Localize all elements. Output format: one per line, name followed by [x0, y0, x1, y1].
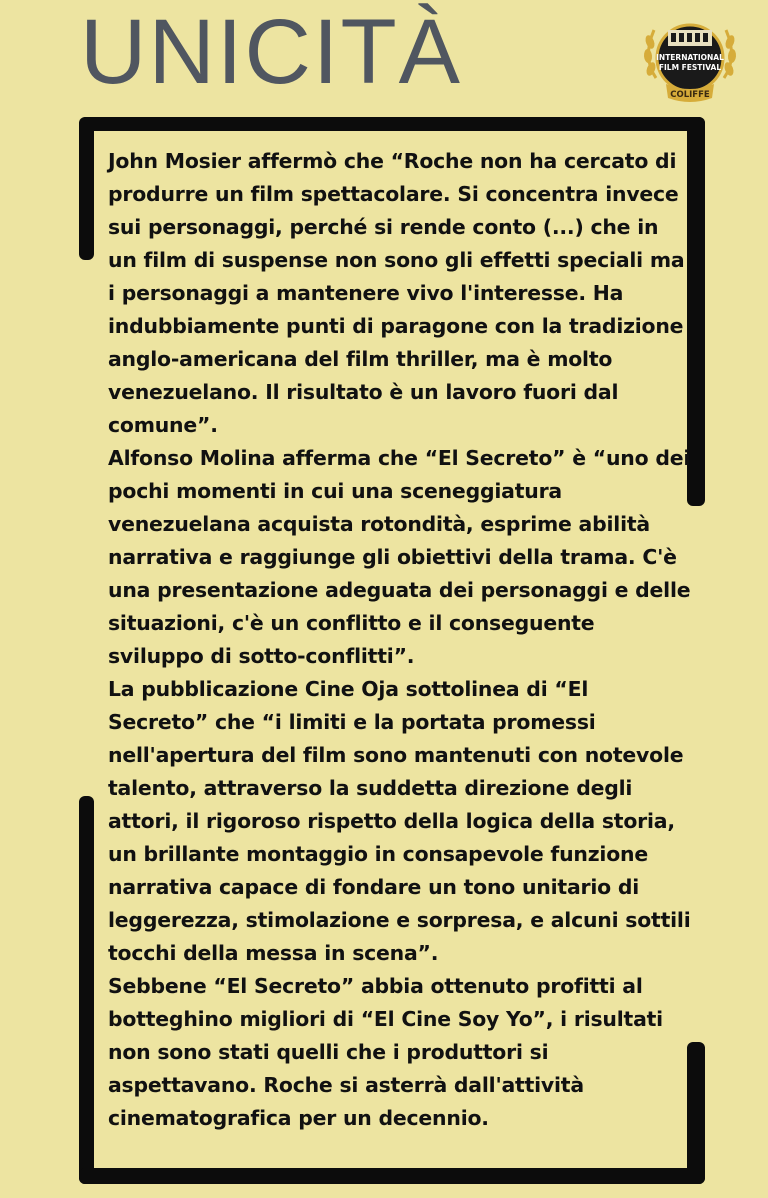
body-text	[108, 145, 693, 1135]
logo-ribbon: COLIFFE	[670, 90, 710, 100]
paragraph-mosier: John Mosier affermò che “Roche non ha cercato di produrre un film spettacolare. Si concentra invece sui personaggi, perché si rende conto (...) che in un film di suspense non sono gli effetti speciali ma i personaggi a mantenere vivo l'interesse. Ha indubbiamente punti di paragone con la tradizione anglo-americana del film thriller, ma è molto venezuelano. Il risultato è un lavoro fuori dal comune”.	[108, 149, 685, 437]
page-title: UNICITÀ	[80, 1, 462, 103]
paragraph-molina: Alfonso Molina afferma che “El Secreto” è “uno dei pochi momenti in cui una sceneggiatura venezuelana acquista rotondità, esprime abilità narrativa e raggiunge gli obiettivi della trama. C'è una presentazione adeguata dei personaggi e delle situazioni, c'è un conflitto e il conseguente sviluppo di sotto-conflitti”.	[108, 446, 691, 668]
colosseum-icon	[668, 30, 712, 46]
frame-left-bottom-bar	[79, 796, 94, 1184]
festival-logo	[638, 8, 742, 108]
logo-line2: FILM FESTIVAL	[658, 63, 722, 72]
frame-bottom-bar	[79, 1168, 705, 1184]
paragraph-cine-oja: La pubblicazione Cine Oja sottolinea di “El Secreto” che “i limiti e la portata promessi nell'apertura del film sono mantenuti con notevole talento, attraverso la suddetta direzione degli attori, il rigoroso rispetto della logica della storia, un brillante montaggio in consapevole funzione narrativa capace di fondare un tono unitario di leggerezza, stimolazione e sorpresa, e alcuni sottili tocchi della messa in scena”.	[108, 677, 691, 965]
frame-left-top-bar	[79, 117, 94, 260]
frame-top-bar	[80, 117, 705, 131]
logo-line1: INTERNATIONAL	[656, 53, 724, 62]
paragraph-box-office: Sebbene “El Secreto” abbia ottenuto profitti al botteghino migliori di “El Cine Soy Yo”, i risultati non sono stati quelli che i produttori si aspettavano. Roche si asterrà dall'attività cinematografica per un decennio.	[108, 974, 663, 1130]
